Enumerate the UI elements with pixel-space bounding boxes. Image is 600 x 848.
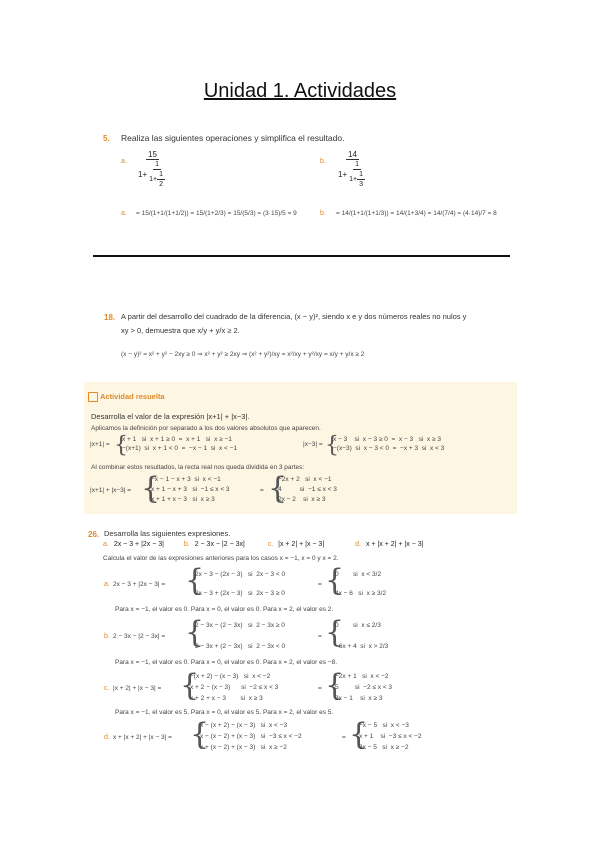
solved-hint: Aplicamos la definición por separado a los dos valores absolutos que aparecen. bbox=[91, 425, 321, 432]
abs1-case2: −(x+1) si x + 1 < 0 = −x − 1 si x < −1 bbox=[122, 445, 238, 452]
opt-label: b. bbox=[183, 541, 190, 548]
ex26-c-case3: x + 2 + x − 3 si x ≥ 3 bbox=[190, 695, 263, 702]
sum-res3: 2x − 2 si x ≥ 3 bbox=[278, 496, 326, 503]
brace: { bbox=[325, 668, 345, 703]
ex26-c-res2: 5 si −2 ≤ x < 3 bbox=[335, 684, 393, 691]
ex26-a-case1: 2x − 3 − (2x − 3) si 2x − 3 < 0 bbox=[195, 571, 286, 578]
ex18-text-line1: A partir del desarrollo del cuadrado de la diferencia, (x − y)², siendo x e y dos números reales no nulos y bbox=[121, 312, 467, 321]
frac-num: 14 bbox=[348, 150, 357, 159]
ex26-a-res1: 0 si x < 3/2 bbox=[335, 571, 382, 578]
ex26-d-case3: x + (x − 2) + (x − 3) si x ≥ −2 bbox=[200, 744, 287, 751]
ex26-a-lhs: 2x − 3 + |2x − 3| = bbox=[113, 581, 166, 588]
ex26-prompt: Desarrolla las siguientes expresiones. bbox=[104, 529, 231, 538]
pencil-icon bbox=[88, 392, 98, 402]
ex26-options bbox=[103, 541, 423, 548]
opt-label: c. bbox=[267, 541, 274, 548]
equals-sign: = bbox=[318, 685, 322, 692]
frac-in-den: 2 bbox=[159, 181, 164, 188]
ex5-a-top-fraction bbox=[136, 150, 169, 189]
ex26-a-label: a. bbox=[104, 581, 110, 588]
equals-sign: = bbox=[342, 734, 346, 741]
brace: { bbox=[141, 471, 161, 506]
equals-sign: = bbox=[260, 487, 264, 494]
ex26-c-res3: 2x − 1 si x ≥ 3 bbox=[335, 695, 383, 702]
abs2-case2: −(x−3) si x − 3 < 0 = −x + 3 si x < 3 bbox=[333, 445, 445, 452]
ex26-b-res1: 0 si x ≤ 2/3 bbox=[335, 622, 381, 629]
equals-sign: = bbox=[318, 633, 322, 640]
equals-sign: = bbox=[318, 581, 322, 588]
abs2-lhs: |x−3| = bbox=[303, 441, 323, 448]
frac-den: 1 bbox=[355, 161, 360, 168]
ex18-number: 18. bbox=[104, 313, 116, 322]
ex26-d-label: d. bbox=[104, 734, 110, 741]
frac-inner: 1+ bbox=[349, 176, 358, 183]
ex26-d-res1: −x − 5 si x < −3 bbox=[359, 722, 409, 729]
ex26-b-case2: 2 − 3x + (2 − 3x) si 2 − 3x < 0 bbox=[195, 643, 286, 650]
ex26-b-res2: −6x + 4 si x > 2/3 bbox=[335, 643, 389, 650]
abs1-case1: x + 1 si x + 1 ≥ 0 = x + 1 si x ≥ −1 bbox=[122, 436, 232, 443]
brace: { bbox=[349, 717, 369, 752]
brace: { bbox=[180, 668, 200, 703]
brace: { bbox=[325, 563, 345, 598]
ex26-b-case1: 2 − 3x − (2 − 3x) si 2 − 3x ≥ 0 bbox=[195, 622, 285, 629]
abs2-case1: x − 3 si x − 3 ≥ 0 = x − 3 si x ≥ 3 bbox=[333, 436, 441, 443]
frac-pre: 1+ bbox=[138, 170, 148, 179]
ex26-a-case2: 2x − 3 + (2x − 3) si 2x − 3 ≥ 0 bbox=[195, 590, 285, 597]
brace: { bbox=[114, 433, 128, 458]
ex26-c-label: c. bbox=[104, 685, 110, 692]
ex26-b-values: Para x = −1, el valor es 0. Para x = 0, el valor es 0. Para x = 2, el valor es −8. bbox=[115, 659, 338, 666]
ex5-prompt: Realiza las siguientes operaciones y simplifica el resultado. bbox=[121, 133, 345, 143]
frac-in-den: 3 bbox=[359, 181, 364, 188]
opt-label: d. bbox=[355, 541, 361, 548]
frac-pre: 1+ bbox=[338, 170, 348, 179]
brace: { bbox=[190, 717, 210, 752]
ex26-c-lhs: |x + 2| + |x − 3| = bbox=[113, 685, 162, 692]
opt-expr: |x + 2| + |x − 3| bbox=[278, 541, 325, 548]
ex5-b-result: = 14/(1+1/(1+1/3)) = 14/(1+3/4) = 14/(7/4) = (4·14)/7 = 8 bbox=[336, 210, 497, 217]
ex18-equation: (x − y)² = x² + y² − 2xy ≥ 0 ⇒ x² + y² ≥ 2xy ⇒ (x² + y²)/xy = x²/xy + y²/xy = x/y + y/x ≥ 2 bbox=[121, 351, 365, 358]
ex26-c-case2: x + 2 − (x − 3) si −2 ≤ x < 3 bbox=[190, 684, 279, 691]
ex18-text-line2: xy > 0, demuestra que x/y + y/x ≥ 2. bbox=[121, 326, 240, 335]
ex26-b-label: b. bbox=[104, 633, 110, 640]
opt-expr: x + |x + 2| + |x − 3| bbox=[365, 541, 424, 548]
opt-expr: 2 − 3x − |2 − 3x| bbox=[194, 541, 245, 548]
ex26-d-res3: 3x − 5 si x ≥ −2 bbox=[359, 744, 409, 751]
solved-combine: Al combinar estos resultados, la recta real nos queda dividida en 3 partes: bbox=[91, 464, 305, 471]
sum-res2: 4 si −1 ≤ x < 3 bbox=[278, 486, 337, 493]
brace: { bbox=[325, 433, 339, 458]
brace: { bbox=[325, 615, 345, 650]
sum-case2: x + 1 − x + 3 si −1 ≤ x < 3 bbox=[151, 486, 230, 493]
sum-case1: −x − 1 − x + 3 si x < −1 bbox=[151, 476, 221, 483]
section-divider bbox=[93, 255, 510, 257]
ex26-c-res1: −2x + 1 si x < −2 bbox=[335, 673, 389, 680]
brace: { bbox=[268, 471, 288, 506]
sum-res1: −2x + 2 si x < −1 bbox=[278, 476, 332, 483]
ex26-a-res2: 4x − 6 si x ≥ 3/2 bbox=[335, 590, 387, 597]
ex26-c-values: Para x = −1, el valor es 5. Para x = 0, el valor es 5. Para x = 2, el valor es 5. bbox=[115, 709, 334, 716]
frac-den: 1 bbox=[155, 161, 160, 168]
frac-in-num: 1 bbox=[159, 171, 164, 178]
ex5-b-top-fraction bbox=[336, 150, 369, 189]
brace: { bbox=[185, 563, 205, 598]
ex5-a-label-2: a. bbox=[121, 210, 127, 217]
ex5-a-label: a. bbox=[121, 158, 127, 165]
solved-activity-heading: Actividad resuelta bbox=[100, 392, 165, 401]
ex26-a-values: Para x = −1, el valor es 0. Para x = 0, el valor es 0. Para x = 2, el valor es 2. bbox=[115, 606, 334, 613]
opt-expr: 2x − 3 + |2x − 3| bbox=[113, 541, 164, 548]
ex26-d-lhs: x + |x + 2| + |x − 3| = bbox=[113, 734, 172, 741]
ex5-b-label: b. bbox=[320, 158, 326, 165]
frac-num: 15 bbox=[148, 150, 157, 159]
sum-case3: x + 1 + x − 3 si x ≥ 3 bbox=[151, 496, 215, 503]
ex5-number: 5. bbox=[103, 134, 110, 143]
page-title: Unidad 1. Actividades bbox=[203, 80, 397, 102]
ex26-b-lhs: 2 − 3x − |2 − 3x| = bbox=[113, 633, 166, 640]
ex26-d-case2: x − (x − 2) + (x − 3) si −3 ≤ x < −2 bbox=[200, 733, 302, 740]
ex26-d-res2: x + 1 si −3 ≤ x < −2 bbox=[359, 733, 422, 740]
solved-task: Desarrolla el valor de la expresión |x+1| + |x−3|. bbox=[91, 412, 250, 421]
ex26-d-case1: x − (x + 2) − (x − 3) si x < −3 bbox=[200, 722, 288, 729]
frac-in-num: 1 bbox=[359, 171, 364, 178]
ex5-b-label-2: b. bbox=[320, 210, 326, 217]
ex5-a-result: = 15/(1+1/(1+1/2)) = 15/(1+2/3) = 15/(5/3) = (3·15)/5 = 9 bbox=[136, 210, 297, 217]
ex26-calc: Calcula el valor de las expresiones anteriores para los casos x = −1, x = 0 y x = 2. bbox=[103, 555, 339, 562]
abs1-lhs: |x+1| = bbox=[90, 441, 110, 448]
opt-label: a. bbox=[103, 541, 109, 548]
frac-inner: 1+ bbox=[149, 176, 158, 183]
sum-lhs: |x+1| + |x−3| = bbox=[90, 487, 132, 494]
ex26-number: 26. bbox=[88, 530, 100, 539]
ex26-c-case1: −(x + 2) − (x − 3) si x < −2 bbox=[190, 673, 271, 680]
brace: { bbox=[185, 615, 205, 650]
